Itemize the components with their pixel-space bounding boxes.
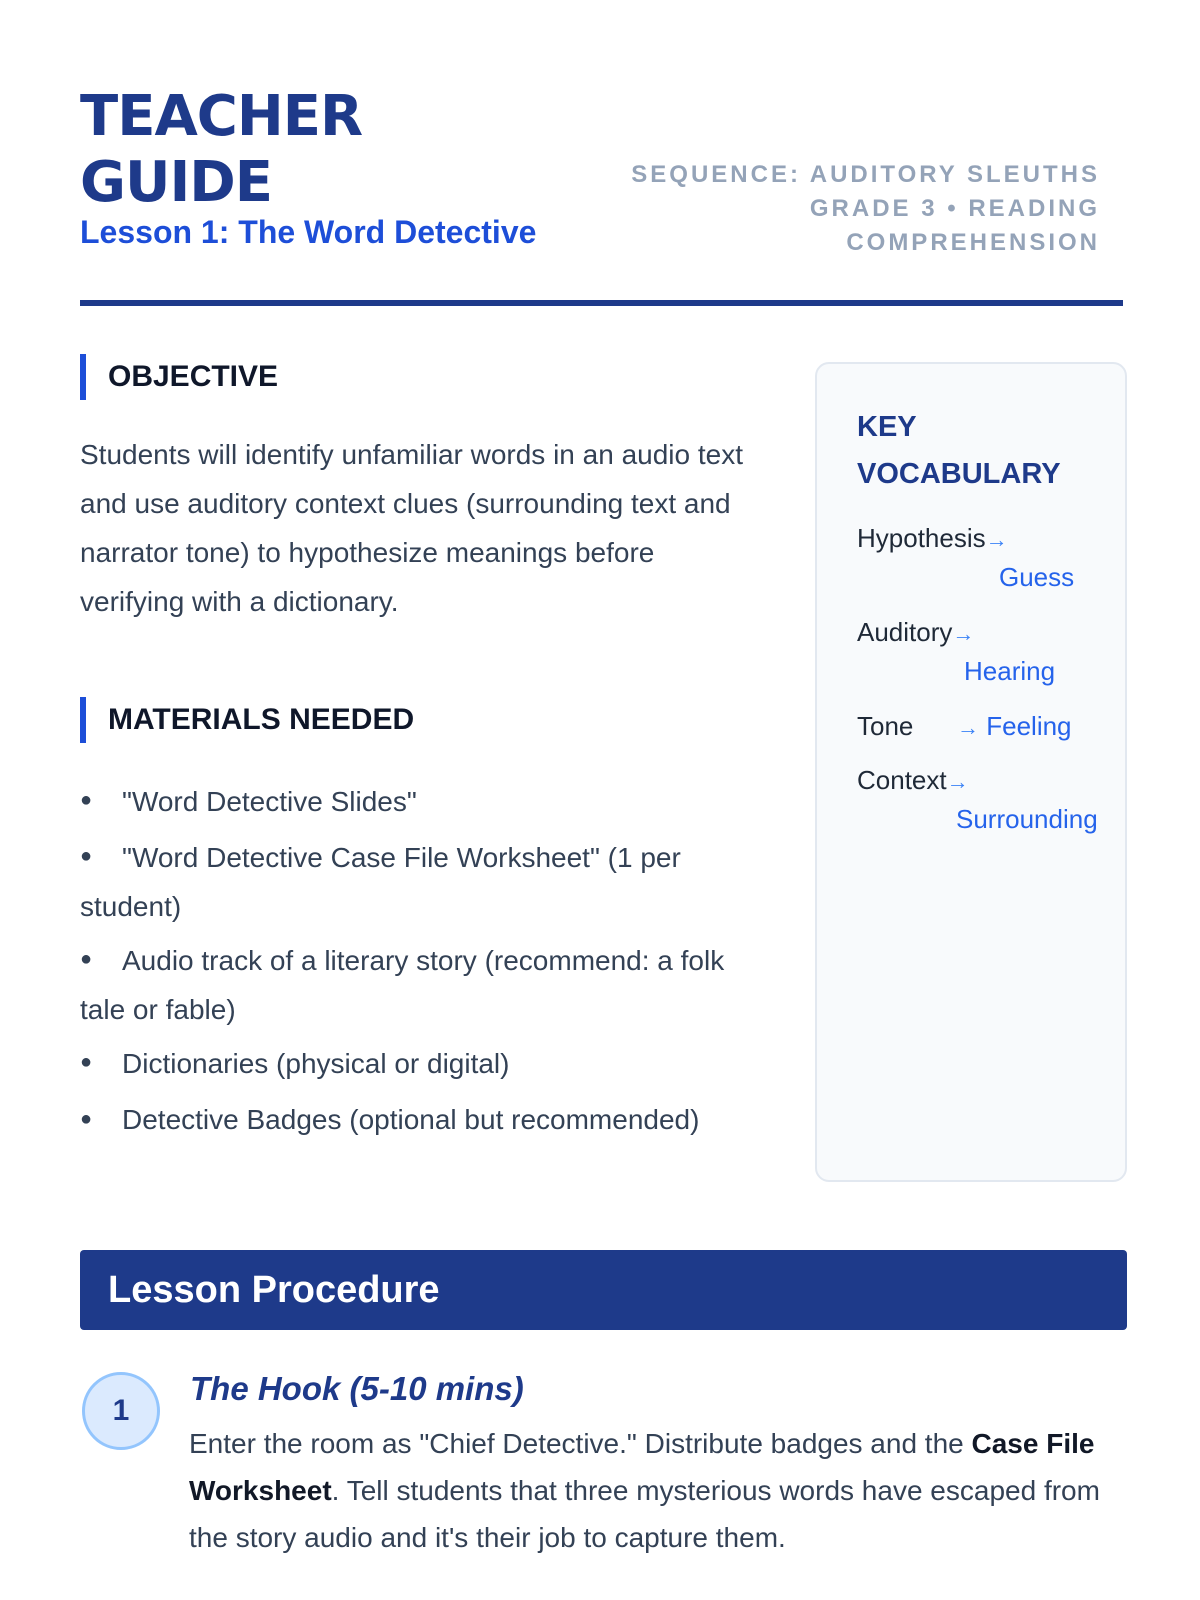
material-text: Audio track of a literary story (recommend: a folk tale or fable) [80, 945, 725, 1026]
list-item [80, 1096, 770, 1145]
guide-title [80, 84, 362, 216]
guide-title-line2: GUIDE [80, 150, 273, 215]
bullet-icon: ● [80, 789, 93, 812]
guide-title-line1: TEACHER [80, 84, 363, 149]
vocab-term-text: Tone [857, 711, 914, 741]
objective-text: Students will identify unfamiliar words in an audio text and use auditory context clues (surrounding text and narrator tone) to hypothesize meanings before verifying with a dictionary. [80, 439, 744, 617]
vocab-term-hypothesis [857, 518, 1008, 560]
meta-subject: COMPREHENSION [846, 229, 1100, 256]
materials-list [80, 778, 770, 1153]
bullet-icon: ● [80, 845, 93, 868]
step-text-bold: Case File Worksheet [189, 1428, 1095, 1506]
vocab-definition-surrounding: Surrounding [956, 804, 1098, 834]
vocabulary-title: KEY VOCABULARY [857, 411, 1061, 490]
list-item [80, 937, 770, 1033]
list-item [80, 1040, 770, 1089]
step-description [189, 1420, 1109, 1561]
arrow-right-icon: → [957, 715, 979, 740]
material-text: "Word Detective Case File Worksheet" (1 per student) [80, 842, 681, 923]
vocab-term-text: Context [857, 765, 947, 795]
lesson-procedure-banner: Lesson Procedure [80, 1250, 1127, 1330]
arrow-right-icon: → [946, 769, 969, 794]
step-number-badge: 1 [82, 1372, 160, 1450]
step-text-part: . Tell students that three mysterious words have escaped from the story audio and it's their job to capture them. [189, 1475, 1100, 1553]
material-text: Detective Badges (optional but recommended) [122, 1104, 700, 1136]
step-text-part: Enter the room as "Chief Detective." Distribute badges and the [189, 1428, 972, 1459]
bullet-icon: ● [80, 1051, 93, 1074]
list-item [80, 834, 770, 930]
objective-heading: OBJECTIVE [80, 354, 278, 400]
vocab-definition-hearing: Hearing [964, 656, 1056, 686]
header-divider [80, 300, 1123, 306]
lesson-title: Lesson 1: The Word Detective [80, 214, 537, 250]
sequence-meta [580, 158, 1100, 260]
vocab-term-context [857, 760, 969, 802]
list-item [80, 778, 770, 827]
vocab-definition-guess: Guess [999, 562, 1075, 592]
materials-heading: MATERIALS NEEDED [80, 697, 414, 743]
arrow-right-icon: → [952, 621, 975, 646]
material-text: "Word Detective Slides" [122, 786, 417, 817]
vocab-term-text: Auditory [857, 617, 953, 647]
bullet-icon: ● [80, 1107, 93, 1130]
vocab-definition-feeling [957, 706, 1072, 748]
vocabulary-card [815, 362, 1127, 1182]
meta-sequence: SEQUENCE: AUDITORY SLEUTHS [631, 161, 1100, 188]
meta-grade: GRADE 3 • READING [809, 195, 1100, 222]
material-text: Dictionaries (physical or digital) [122, 1048, 510, 1080]
vocab-term-auditory [857, 612, 974, 654]
vocab-term-tone [857, 706, 913, 746]
bullet-icon: ● [80, 948, 93, 971]
step-title: The Hook (5-10 mins) [190, 1370, 524, 1407]
vocab-definition-text: Feeling [986, 711, 1072, 741]
arrow-right-icon: → [985, 527, 1008, 552]
vocab-term-text: Hypothesis [857, 523, 986, 553]
